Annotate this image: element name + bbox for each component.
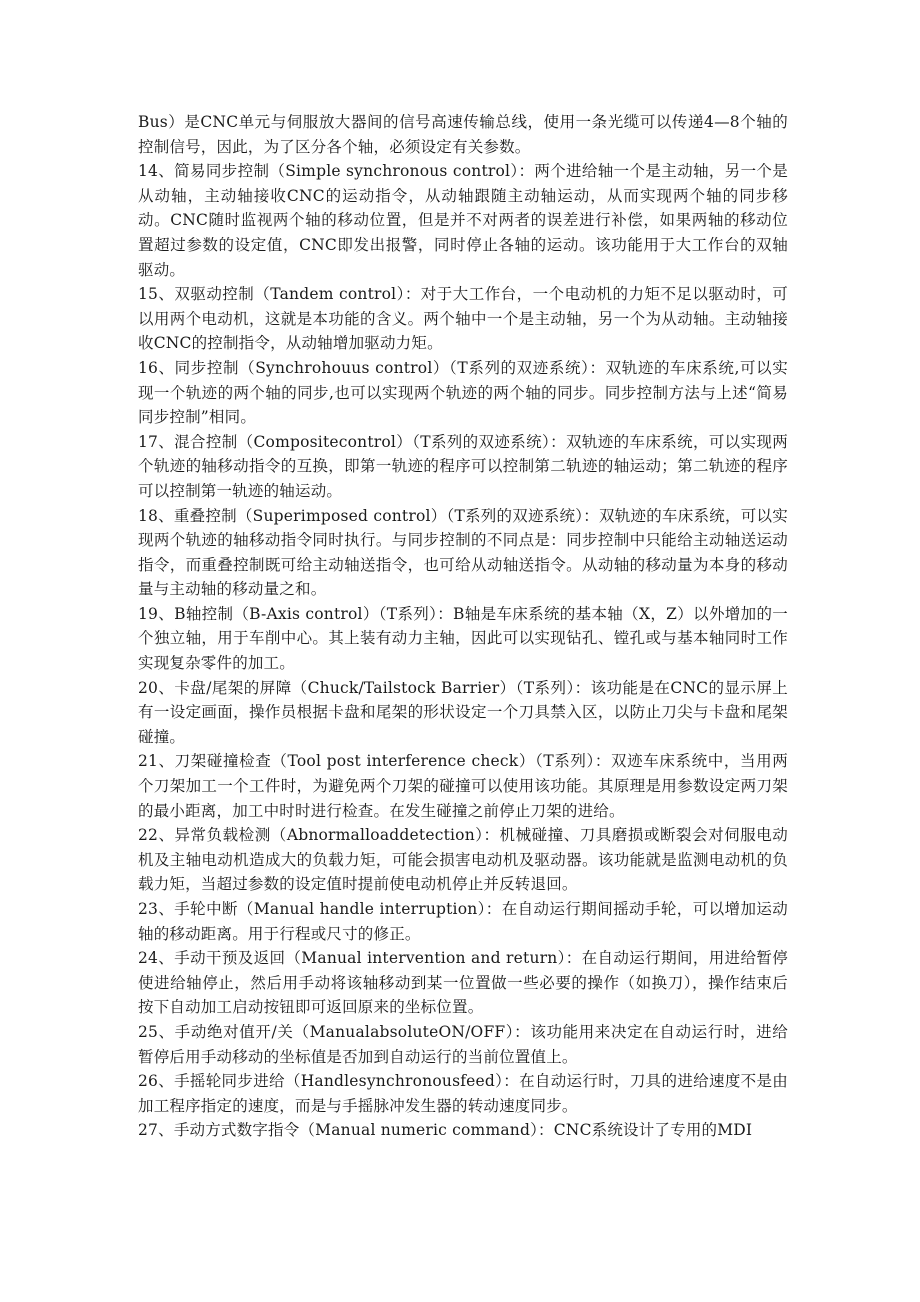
paragraph-item-25: 25、手动绝对值开/关（ManualabsoluteON/OFF）：该功能用来决定在自动运行时，进给暂停后用手动移动的坐标值是否加到自动运行的当前位置值上。 — [138, 1022, 788, 1066]
paragraph-item-27: 27、手动方式数字指令（Manual numeric command）：CNC系统设计了专用的MDI — [138, 1121, 753, 1140]
paragraph-continuation: Bus）是CNC单元与伺服放大器间的信号高速传输总线，使用一条光缆可以传递4—8个轴的控制信号，因此，为了区分各个轴，必须设定有关参数。 — [138, 113, 788, 156]
paragraph-item-21: 21、刀架碰撞检查（Tool post interference check）（T系列）：双迹车床系统中，当用两个刀架加工一个工件时，为避免两个刀架的碰撞可以使用该功能。其原理是用参数设定两刀架的最小距离，加工中时时进行检查。在发生碰撞之前停止刀架的进给。 — [138, 752, 788, 820]
paragraph-item-26: 26、手摇轮同步进给（Handlesynchronousfeed）：在自动运行时，刀具的进给速度不是由加工程序指定的速度，而是与手摇脉冲发生器的转动速度同步。 — [138, 1072, 788, 1115]
paragraph-item-24: 24、手动干预及返回（Manual intervention and return）：在自动运行期间，用进给暂停使进给轴停止，然后用手动将该轴移动到某一位置做一些必要的操作（如换刀），操作结束后按下自动加工启动按钮即可返回原来的坐标位置。 — [138, 949, 788, 1017]
paragraph-item-22: 22、异常负载检测（Abnormalloaddetection）：机械碰撞、刀具磨损或断裂会对伺服电动机及主轴电动机造成大的负载力矩，可能会损害电动机及驱动器。该功能就是监测电动机的负载力矩，当超过参数的设定值时提前使电动机停止并反转退回。 — [138, 826, 788, 894]
paragraph-item-14: 14、简易同步控制（Simple synchronous control）：两个进给轴一个是主动轴，另一个是从动轴，主动轴接收CNC的运动指令，从动轴跟随主动轴运动，从而实现两个轴的同步移动。CNC随时监视两个轴的移动位置，但是并不对两者的误差进行补偿，如果两轴的移动位置超过参数的设定值，CNC即发出报警，同时停止各轴的运动。该功能用于大工作台的双轴驱动。 — [138, 162, 788, 279]
paragraph-item-15: 15、双驱动控制（Tandem control）：对于大工作台，一个电动机的力矩不足以驱动时，可以用两个电动机，这就是本功能的含义。两个轴中一个是主动轴，另一个为从动轴。主动轴接收CNC的控制指令，从动轴增加驱动力矩。 — [138, 285, 788, 353]
paragraph-item-19: 19、B轴控制（B-Axis control）（T系列）：B轴是车床系统的基本轴（X，Z）以外增加的一个独立轴，用于车削中心。其上装有动力主轴，因此可以实现钻孔、镗孔或与基本轴同时工作实现复杂零件的加工。 — [138, 604, 788, 673]
paragraph-item-18: 18、重叠控制（Superimposed control）（T系列的双迹系统）：双轨迹的车床系统，可以实现两个轨迹的轴移动指令同时执行。与同步控制的不同点是：同步控制中只能给主动轴送运动指令，而重叠控制既可给主动轴送指令，也可给从动轴送指令。从动轴的移动量为本身的移动量与主动轴的移动量之和。 — [138, 506, 788, 599]
document-body — [138, 110, 788, 1143]
paragraph-item-16: 16、同步控制（Synchrohouus control）（T系列的双迹系统）：双轨迹的车床系统,可以实现一个轨迹的两个轴的同步,也可以实现两个轨迹的两个轴的同步。同步控制方法与上述“简易同步控制”相同。 — [138, 358, 788, 427]
paragraph-item-20: 20、卡盘/尾架的屏障（Chuck/Tailstock Barrier）（T系列）：该功能是在CNC的显示屏上有一设定画面，操作员根据卡盘和尾架的形状设定一个刀具禁入区，以防止刀尖与卡盘和尾架碰撞。 — [138, 678, 788, 746]
paragraph-item-17: 17、混合控制（Compositecontrol）（T系列的双迹系统）：双轨迹的车床系统，可以实现两个轨迹的轴移动指令的互换，即第一轨迹的程序可以控制第二轨迹的轴运动；第二轨迹的程序可以控制第一轨迹的轴运动。 — [138, 432, 788, 500]
paragraph-item-23: 23、手轮中断（Manual handle interruption）：在自动运行期间摇动手轮，可以增加运动轴的移动距离。用于行程或尺寸的修正。 — [138, 900, 788, 943]
